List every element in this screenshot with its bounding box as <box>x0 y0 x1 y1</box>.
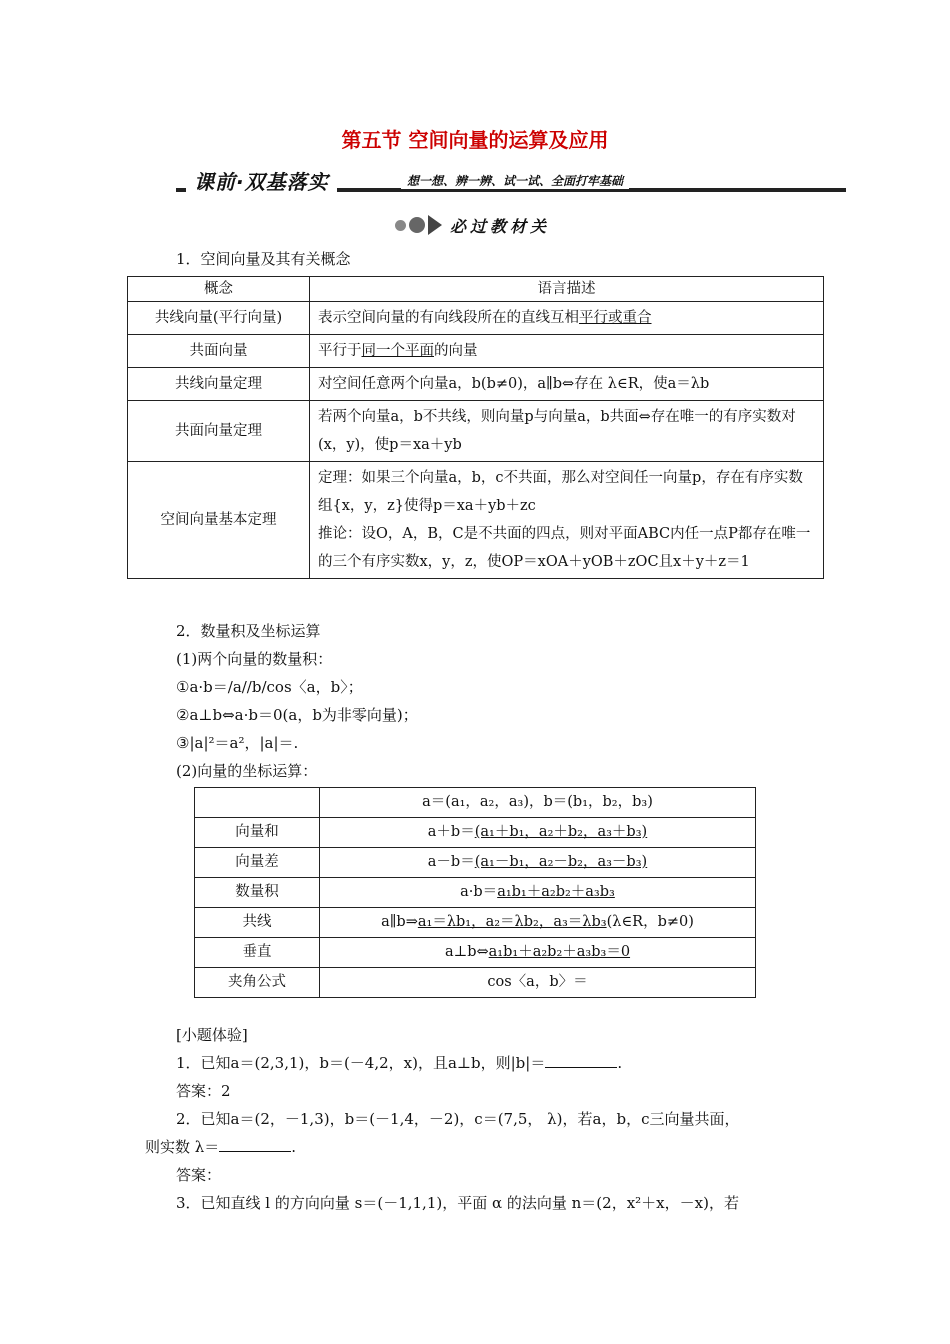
table-row <box>128 302 824 335</box>
table-row <box>128 368 824 401</box>
answer-blank <box>219 1137 291 1152</box>
page-title: 第五节 空间向量的运算及应用 <box>341 128 609 152</box>
concept-name: 共面向量 <box>128 335 310 368</box>
concepts-table <box>127 276 824 579</box>
question-1: 1．已知a＝(2,3,1)，b＝(－4,2，x)，且a⊥b，则|b|＝ . <box>176 1054 623 1072</box>
answer-1: 答案：2 <box>176 1082 231 1100</box>
operation-formula: a∥b⇒a₁＝λb₁，a₂＝λb₂，a₃＝λb₃(λ∈R，b≠0) <box>320 908 756 938</box>
arrow-right-icon <box>428 215 442 235</box>
operation-name: 向量和 <box>195 818 320 848</box>
operation-name: 夹角公式 <box>195 968 320 998</box>
operation-formula: a＋b＝(a₁＋b₁，a₂＋b₂，a₃＋b₃) <box>320 818 756 848</box>
table-row <box>195 848 756 878</box>
table-row <box>195 968 756 998</box>
subheading-dot-product: (1)两个向量的数量积： <box>176 650 333 668</box>
operation-formula: a·b＝a₁b₁＋a₂b₂＋a₃b₃ <box>320 878 756 908</box>
section-label: 必过教材关 <box>450 216 551 236</box>
operation-name: 数量积 <box>195 878 320 908</box>
concept-desc: 对空间任意两个向量a，b(b≠0)，a∥b⇔存在 λ∈R，使a＝λb <box>310 368 824 401</box>
table-header: a＝(a₁，a₂，a₃)，b＝(b₁，b₂，b₃) <box>320 788 756 818</box>
table-header-row <box>195 788 756 818</box>
concept-desc <box>310 462 824 579</box>
table-header-row <box>128 277 824 302</box>
concept-name: 共线向量(平行向量) <box>128 302 310 335</box>
table-row <box>195 878 756 908</box>
concept-name: 空间向量基本定理 <box>128 462 310 579</box>
operation-name: 垂直 <box>195 938 320 968</box>
operation-name: 向量差 <box>195 848 320 878</box>
operation-formula: a－b＝(a₁－b₁，a₂－b₂，a₃－b₃) <box>320 848 756 878</box>
coordinates-table <box>194 787 756 998</box>
answer-blank <box>545 1053 617 1068</box>
heading-dot-product: 2．数量积及坐标运算 <box>176 622 321 640</box>
heading-concepts: 1．空间向量及其有关概念 <box>176 250 351 268</box>
concept-name: 共面向量定理 <box>128 401 310 462</box>
theorem-text: 定理：如果三个向量a，b，c不共面，那么对空间任一向量p，存在有序实数组{x，y，z}使得p＝xa＋yb＋zc <box>318 470 803 514</box>
table-header: 语言描述 <box>310 277 824 302</box>
table-header: 概念 <box>128 277 310 302</box>
operation-formula: cos〈a，b〉＝ <box>320 968 756 998</box>
concept-name: 共线向量定理 <box>128 368 310 401</box>
section-banner <box>176 166 846 196</box>
practice-heading: [小题体验] <box>176 1026 248 1044</box>
concept-desc: 平行于同一个平面的向量 <box>310 335 824 368</box>
dot-icon <box>409 217 425 233</box>
table-row <box>195 818 756 848</box>
question-2-line-2: 则实数 λ＝ . <box>145 1138 297 1156</box>
table-corner <box>195 788 320 818</box>
dot-icon <box>395 220 406 231</box>
answer-2: 答案： <box>176 1166 222 1184</box>
table-row <box>195 908 756 938</box>
concept-desc: 若两个向量a，b不共线，则向量p与向量a，b共面⇔存在唯一的有序实数对(x，y)，使p＝xa＋yb <box>310 401 824 462</box>
section-marker <box>395 212 550 238</box>
operation-name: 共线 <box>195 908 320 938</box>
question-3: 3．已知直线 l 的方向向量 s＝(－1,1,1)，平面 α 的法向量 n＝(2，x²＋x，－x)，若 <box>176 1194 739 1212</box>
formula-2: ②a⊥b⇔a·b＝0(a，b为非零向量)； <box>176 706 418 724</box>
concept-desc: 表示空间向量的有向线段所在的直线互相平行或重合 <box>310 302 824 335</box>
banner-main-label: 课前·双基落实 <box>186 166 337 195</box>
subheading-coordinates: (2)向量的坐标运算： <box>176 762 318 780</box>
question-2-line-1: 2．已知a＝(2，－1,3)，b＝(－1,4，－2)，c＝(7,5， λ)，若a，b，c三向量共面， <box>176 1110 740 1128</box>
operation-formula: a⊥b⇔a₁b₁＋a₂b₂＋a₃b₃＝0 <box>320 938 756 968</box>
banner-sub-label: 想一想、辨一辨、试一试、全面打牢基础 <box>401 172 629 189</box>
formula-3: ③|a|²＝a²，|a|＝. <box>176 734 299 752</box>
table-row <box>128 335 824 368</box>
table-row <box>195 938 756 968</box>
table-row <box>128 401 824 462</box>
formula-1: ①a·b＝/a//b/cos〈a，b〉； <box>176 678 363 696</box>
corollary-text: 推论：设O，A，B，C是不共面的四点，则对平面ABC内任一点P都存在唯一的三个有序实数x，y，z，使OP＝xOA＋yOB＋zOC且x＋y＋z＝1 <box>318 526 811 570</box>
table-row <box>128 462 824 579</box>
